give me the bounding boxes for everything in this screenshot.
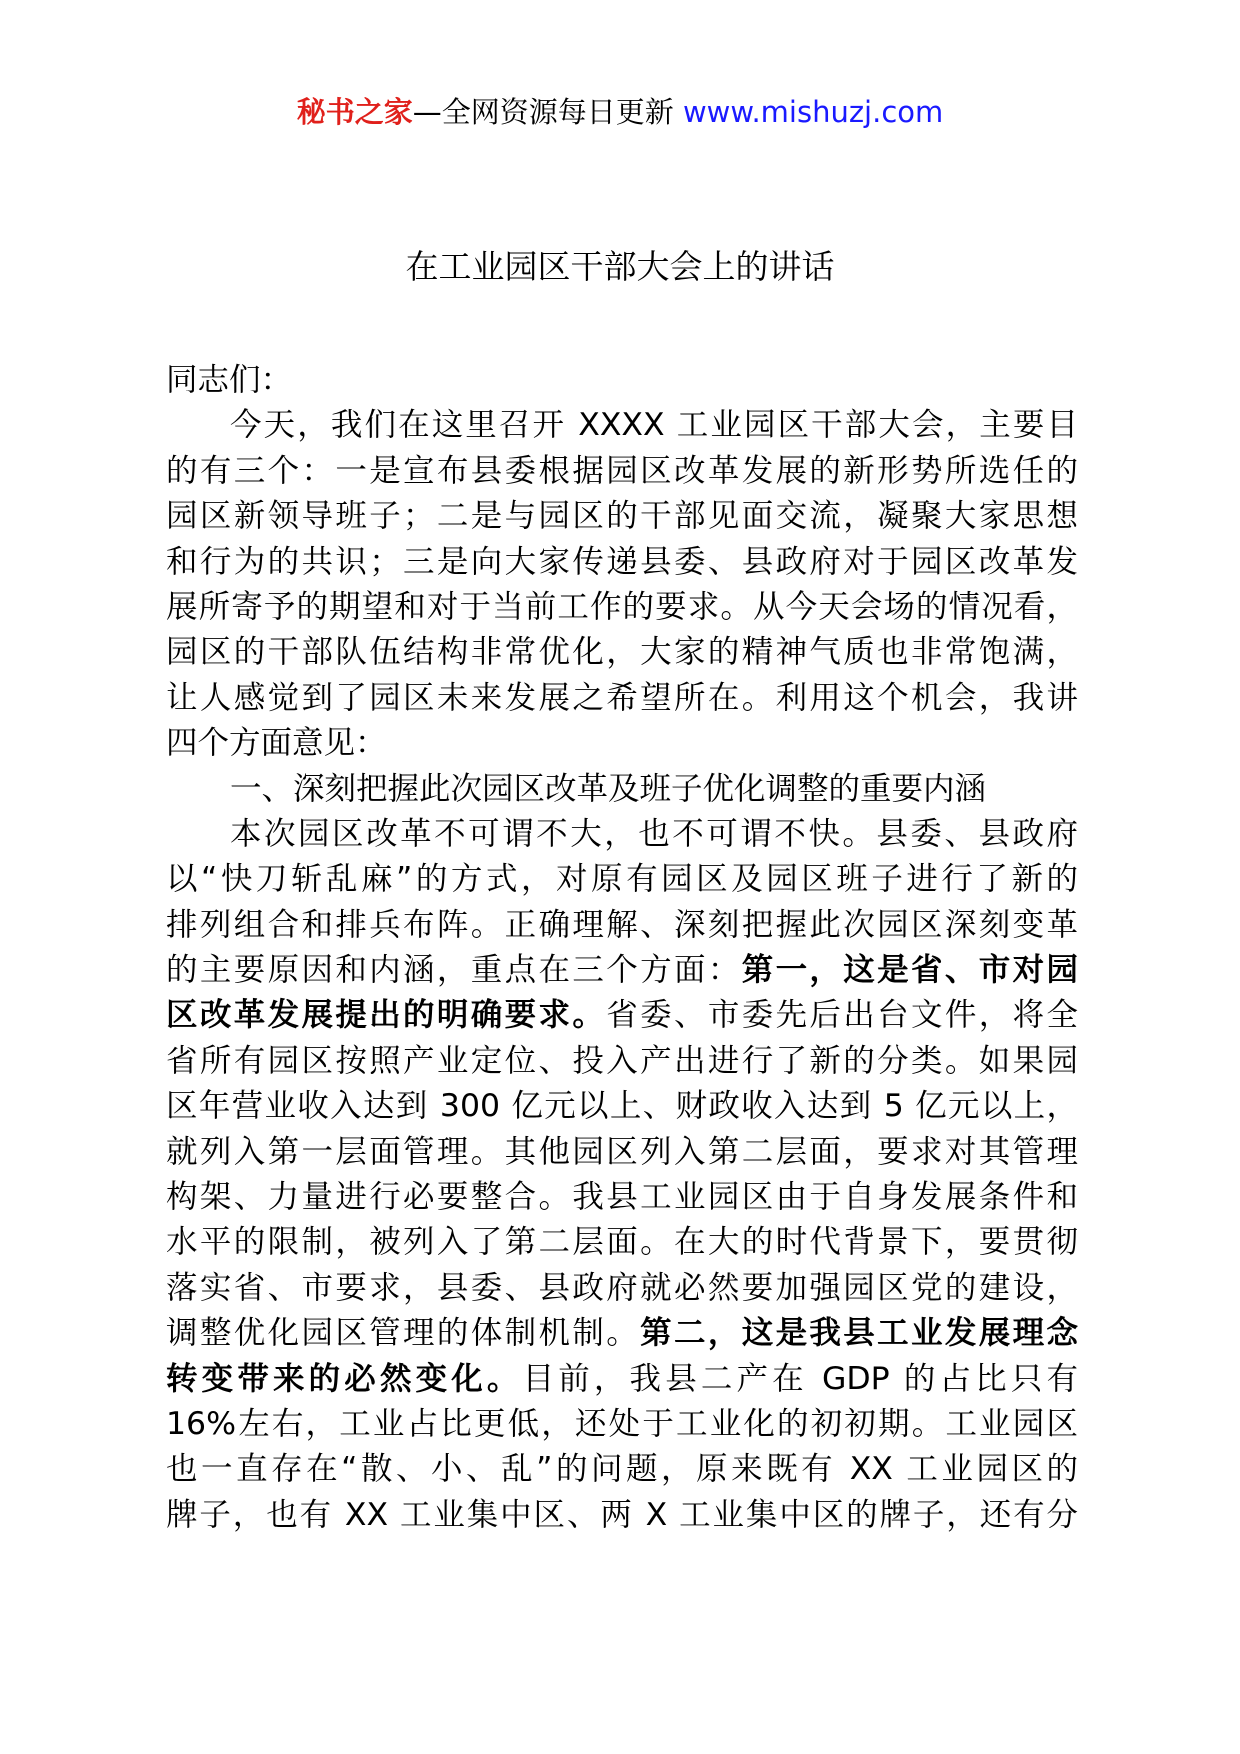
bold-point-heading: 区改革发展提出的明确要求。 [166,997,607,1034]
site-header [0,92,1240,132]
body-line: 省所有园区按照产业定位、投入产出进行了新的分类。如果园 [166,1042,1078,1079]
body-line [166,993,1078,1038]
body-line [166,1357,1078,1402]
bold-point-heading: 第一，这是省、市对园 [741,952,1078,989]
body-line: 牌子，也有 XX 工业集中区、两 X 工业集中区的牌子，还有分 [166,1496,1078,1533]
bold-point-heading: 转变带来的必然变化。 [166,1360,523,1397]
document-title: 在工业园区干部大会上的讲话 [405,247,835,286]
body-line: 本次园区改革不可谓不大，也不可谓不快。县委、县政府 [230,815,1078,852]
header-tagline: —全网资源每日更新 [412,95,683,129]
bold-point-heading: 第二，这是我县工业发展理念 [640,1315,1078,1352]
body-line: 展所寄予的期望和对于当前工作的要求。从今天会场的情况看， [166,588,1078,625]
body-line: 今天，我们在这里召开 XXXX 工业园区干部大会，主要目 [230,407,1078,444]
body-line: 构架、力量进行必要整合。我县工业园区由于自身发展条件和 [166,1179,1078,1216]
body-line: 四个方面意见： [166,725,387,762]
body-line: 落实省、市要求，县委、县政府就必然要加强园区党的建设， [166,1269,1078,1306]
body-line: 的有三个：一是宣布县委根据园区改革发展的新形势所选任的 [166,452,1078,489]
body-line: 排列组合和排兵布阵。正确理解、深刻把握此次园区深刻变革 [166,906,1078,943]
body-line: 就列入第一层面管理。其他园区列入第二层面，要求对其管理 [166,1133,1078,1170]
document-body [166,358,1078,1538]
body-line: 园区新领导班子；二是与园区的干部见面交流，凝聚大家思想 [166,498,1078,535]
body-line: 水平的限制，被列入了第二层面。在大的时代背景下，要贯彻 [166,1224,1078,1261]
body-text: 目前，我县二产在 GDP 的占比只有 [522,1360,1078,1397]
body-line [166,1311,1078,1356]
body-text: 的主要原因和内涵，重点在三个方面： [166,952,742,989]
body-line: 也一直存在“散、小、乱”的问题，原来既有 XX 工业园区的 [166,1451,1078,1488]
body-text: 调整优化园区管理的体制机制。 [166,1315,641,1352]
body-line: 区年营业收入达到 300 亿元以上、财政收入达到 5 亿元以上， [166,1088,1078,1125]
body-text: 省委、市委先后出台文件，将全 [606,997,1078,1034]
body-line: 16%左右，工业占比更低，还处于工业化的初初期。工业园区 [166,1405,1078,1442]
body-line: 让人感觉到了园区未来发展之希望所在。利用这个机会，我讲 [166,679,1078,716]
brand-name: 秘书之家 [296,95,413,129]
body-line: 和行为的共识；三是向大家传递县委、县政府对于园区改革发 [166,543,1078,580]
body-line [166,948,1078,993]
body-line: 以“快刀斩乱麻”的方式，对原有园区及园区班子进行了新的 [166,861,1078,898]
section-heading: 一、深刻把握此次园区改革及班子优化调整的重要内涵 [230,770,987,807]
header-url-link[interactable]: www.mishuzj.com [682,95,944,129]
body-line: 园区的干部队伍结构非常优化，大家的精神气质也非常饱满， [166,634,1078,671]
salutation: 同志们： [166,362,293,398]
